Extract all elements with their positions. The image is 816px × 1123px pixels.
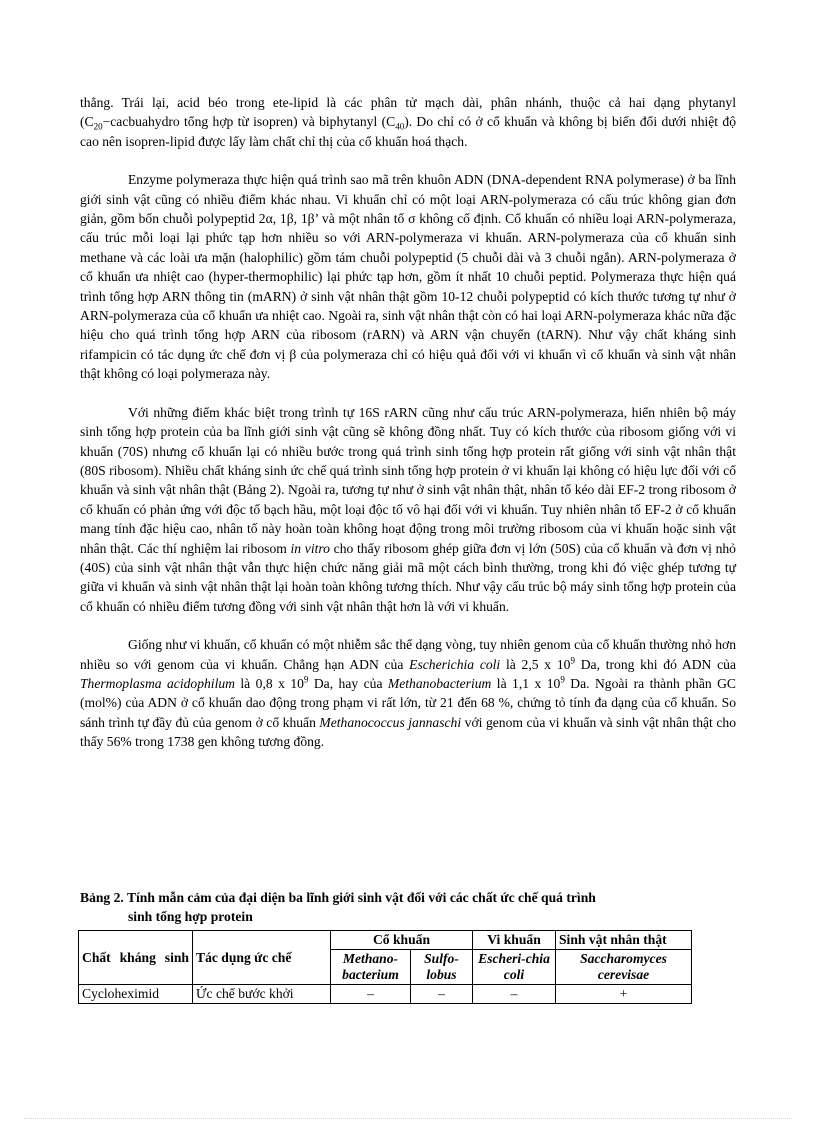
text-run: Giống như vi khuẩn, cổ khuẩn có một nhiễm sắc thể dạng vòng, tuy nhiên genom của cổ khuẩn thường nhỏ hơn nhiều so với genom của vi khuẩn. Chẳng hạn ADN của bbox=[80, 637, 736, 672]
superscript: 9 bbox=[303, 674, 309, 685]
species-name: Thermoplasma acidophilum bbox=[80, 675, 235, 691]
header-methanobacterium: Methano-bacterium bbox=[331, 950, 411, 985]
cell-saccharomyces: + bbox=[556, 985, 692, 1004]
caption-line: Bảng 2. Tính mẫn cảm của đại diện ba lĩnh giới sinh vật đối với các chất ức chế quá trình bbox=[80, 890, 596, 905]
cell-methanobacterium: – bbox=[331, 985, 411, 1004]
text-run: Da, hay của bbox=[308, 675, 388, 691]
header-text: Chất kháng sinh bbox=[82, 949, 189, 965]
header-effect: Tác dụng ức chế bbox=[193, 931, 331, 985]
species-name: Escherichia coli bbox=[409, 656, 501, 672]
subscript: 40 bbox=[395, 122, 405, 133]
text-run: Với những điểm khác biệt trong trình tự 16S rARN cũng như cấu trúc ARN-polymeraza, hiển nhiên bộ máy sinh tổng hợp protein của ba lĩnh giới sinh vật cũng sẽ không đồng nhất. Tuy có kích thước của ribosom giống với vi khuẩn (70S) nhưng cổ khuẩn lại có nhiều bước trong quá trình sinh tổng hợp protein rất giống với sinh vật nhân thật (80S ribosom). Nhiều chất kháng sinh ức chế quá trình sinh tổng hợp protein ở vi khuẩn lại không có hiệu lực đối với cổ khuẩn và sinh vật nhân thật (Bảng 2). Ngoài ra, tương tự như ở sinh vật nhân thật, nhân tố kéo dài EF-2 trong ribosom ở cổ khuẩn có phản ứng với độc tố bạch hầu, một loại độc tố vô hại đối với vi khuẩn. Tuy nhiên nhân tố EF-2 ở cổ khuẩn mang tính đặc hiệu cao, nhân tố này hoàn toàn không hoạt động trong môi trường ribosom của vi khuẩn hoặc sinh vật nhân thật. Các thí nghiệm lai ribosom bbox=[80, 404, 736, 556]
header-eukarya: Sinh vật nhân thật bbox=[556, 931, 692, 950]
subscript: 20 bbox=[93, 122, 103, 133]
header-antibiotic bbox=[79, 931, 193, 985]
text-run: là 1,1 x 10 bbox=[491, 675, 561, 691]
text-run: Enzyme polymeraza thực hiện quá trình sao mã trên khuôn ADN (DNA-dependent RNA polymerase) ở ba lĩnh giới sinh vật cũng có nhiều điểm khác nhau. Vi khuẩn chỉ có một loại ARN-polymeraza có cấu trúc không gian đơn giản, gồm bốn chuỗi polypeptid 2α, 1β, 1β’ và một nhân tố σ không cố định. Cổ khuẩn có nhiều loại ARN-polymeraza, cấu trúc mỗi loại lại phức tạp hơn nhiều so với ARN-polymeraza vi khuẩn. ARN-polymeraza của cổ khuẩn sinh methane và các loài ưa mặn (halophilic) gồm tám chuỗi polypeptid (5 chuỗi dài và 3 chuỗi ngắn). ARN-polymeraza ở cổ khuẩn ưa nhiệt cao (hyper-thermophilic) lại phức tạp hơn, gồm ít nhất 10 chuỗi peptid. Polymeraza thực hiện quá trình tổng hợp ARN thông tin (mARN) ở sinh vật nhân thật gồm 10-12 chuỗi polypeptid có kích thước tương tự như ở ARN-polymeraza của cổ khuẩn ưa nhiệt cao. Ngoài ra, sinh vật nhân thật còn có hai loại ARN-polymeraza khác nữa đặc hiệu cho quá trình tổng hợp ARN của ribosom (rARN) và ARN vận chuyển (tARN). Như vậy chất kháng sinh rifampicin có tác dụng ức chế đơn vị β của polymeraza chỉ có hiệu quả đối với vi khuẩn vì cổ khuẩn và sinh vật nhân thật không có loại polymeraza này. bbox=[80, 172, 736, 382]
table-row bbox=[79, 985, 692, 1004]
text-run: Da, trong khi đó ADN của bbox=[574, 656, 736, 672]
paragraph-genome bbox=[80, 635, 736, 751]
superscript: 9 bbox=[570, 655, 575, 666]
species-name: Methanobacterium bbox=[387, 675, 492, 691]
superscript: 9 bbox=[560, 674, 565, 685]
paragraph-ether-lipid bbox=[80, 93, 736, 151]
paragraph-ribosome bbox=[80, 403, 736, 616]
table-caption bbox=[80, 888, 736, 926]
text-run: thẳng. Trái lại, acid béo trong ete-lipid là các phân tử mạch dài, phân nhánh, thuộc cả hai dạng phytanyl (C bbox=[80, 95, 736, 130]
text-run: −cacbuahydro tổng hợp từ isopren) và biphytanyl (C bbox=[102, 114, 396, 130]
cell-escherichia-coli: – bbox=[473, 985, 556, 1004]
text-run: ). Do chỉ có ở cổ khuẩn và không bị biến đổi dưới nhiệt độ cao nên isopren-lipid được lấy làm chất chỉ thị của cổ khuẩn hoá thạch. bbox=[80, 114, 736, 149]
paragraph-rna-polymerase bbox=[80, 170, 736, 383]
table-header-row bbox=[79, 931, 692, 950]
header-escherichia-coli: Escheri-chia coli bbox=[473, 950, 556, 985]
cell-sulfolobus: – bbox=[411, 985, 473, 1004]
header-archaea: Cổ khuẩn bbox=[331, 931, 473, 950]
header-bacteria: Vi khuẩn bbox=[473, 931, 556, 950]
header-sulfolobus: Sulfo-lobus bbox=[411, 950, 473, 985]
text-run: Da. Ngoài ra thành phần GC (mol%) của ADN ở cổ khuẩn dao động trong phạm vi rất lớn, từ 21 đến 68 %, chứng tỏ tính đa dạng của cổ khuẩn. So sánh trình tự đầy đủ của genom ở cổ khuẩn bbox=[80, 675, 736, 730]
text-run: là 0,8 x 10 bbox=[234, 675, 304, 691]
text-run: cho thấy ribosom ghép giữa đơn vị lớn (50S) của cổ khuẩn và đơn vị nhỏ (40S) của sinh vật nhân thật vẫn thực hiện chức năng giải mã một cách bình thường, trong khi đó việc ghép tương tự giữa vi khuẩn và sinh vật nhân thật lại hoàn toàn không tương thích. Như vậy cấu trúc bộ máy sinh tổng hợp protein của cổ khuẩn có nhiều điểm tương đồng với sinh vật nhân thật hơn là với vi khuẩn. bbox=[80, 540, 736, 614]
header-saccharomyces: Saccharomyces cerevisae bbox=[556, 950, 692, 985]
cell-effect: Ức chế bước khởi bbox=[193, 985, 331, 1004]
species-name: Methanococcus jannaschi bbox=[319, 714, 462, 730]
caption-line: sinh tổng hợp protein bbox=[128, 909, 253, 924]
italic-text: in vitro bbox=[290, 540, 330, 556]
text-run: là 2,5 x 10 bbox=[500, 656, 571, 672]
text-run: với genom của vi khuẩn và sinh vật nhân thật cho thấy 56% trong 1738 gen không tương đồng. bbox=[80, 714, 736, 750]
document-body bbox=[80, 93, 736, 752]
page-bottom-divider bbox=[24, 1118, 792, 1119]
antibiotic-sensitivity-table bbox=[78, 930, 692, 1004]
cell-antibiotic: Cycloheximid bbox=[79, 985, 193, 1004]
